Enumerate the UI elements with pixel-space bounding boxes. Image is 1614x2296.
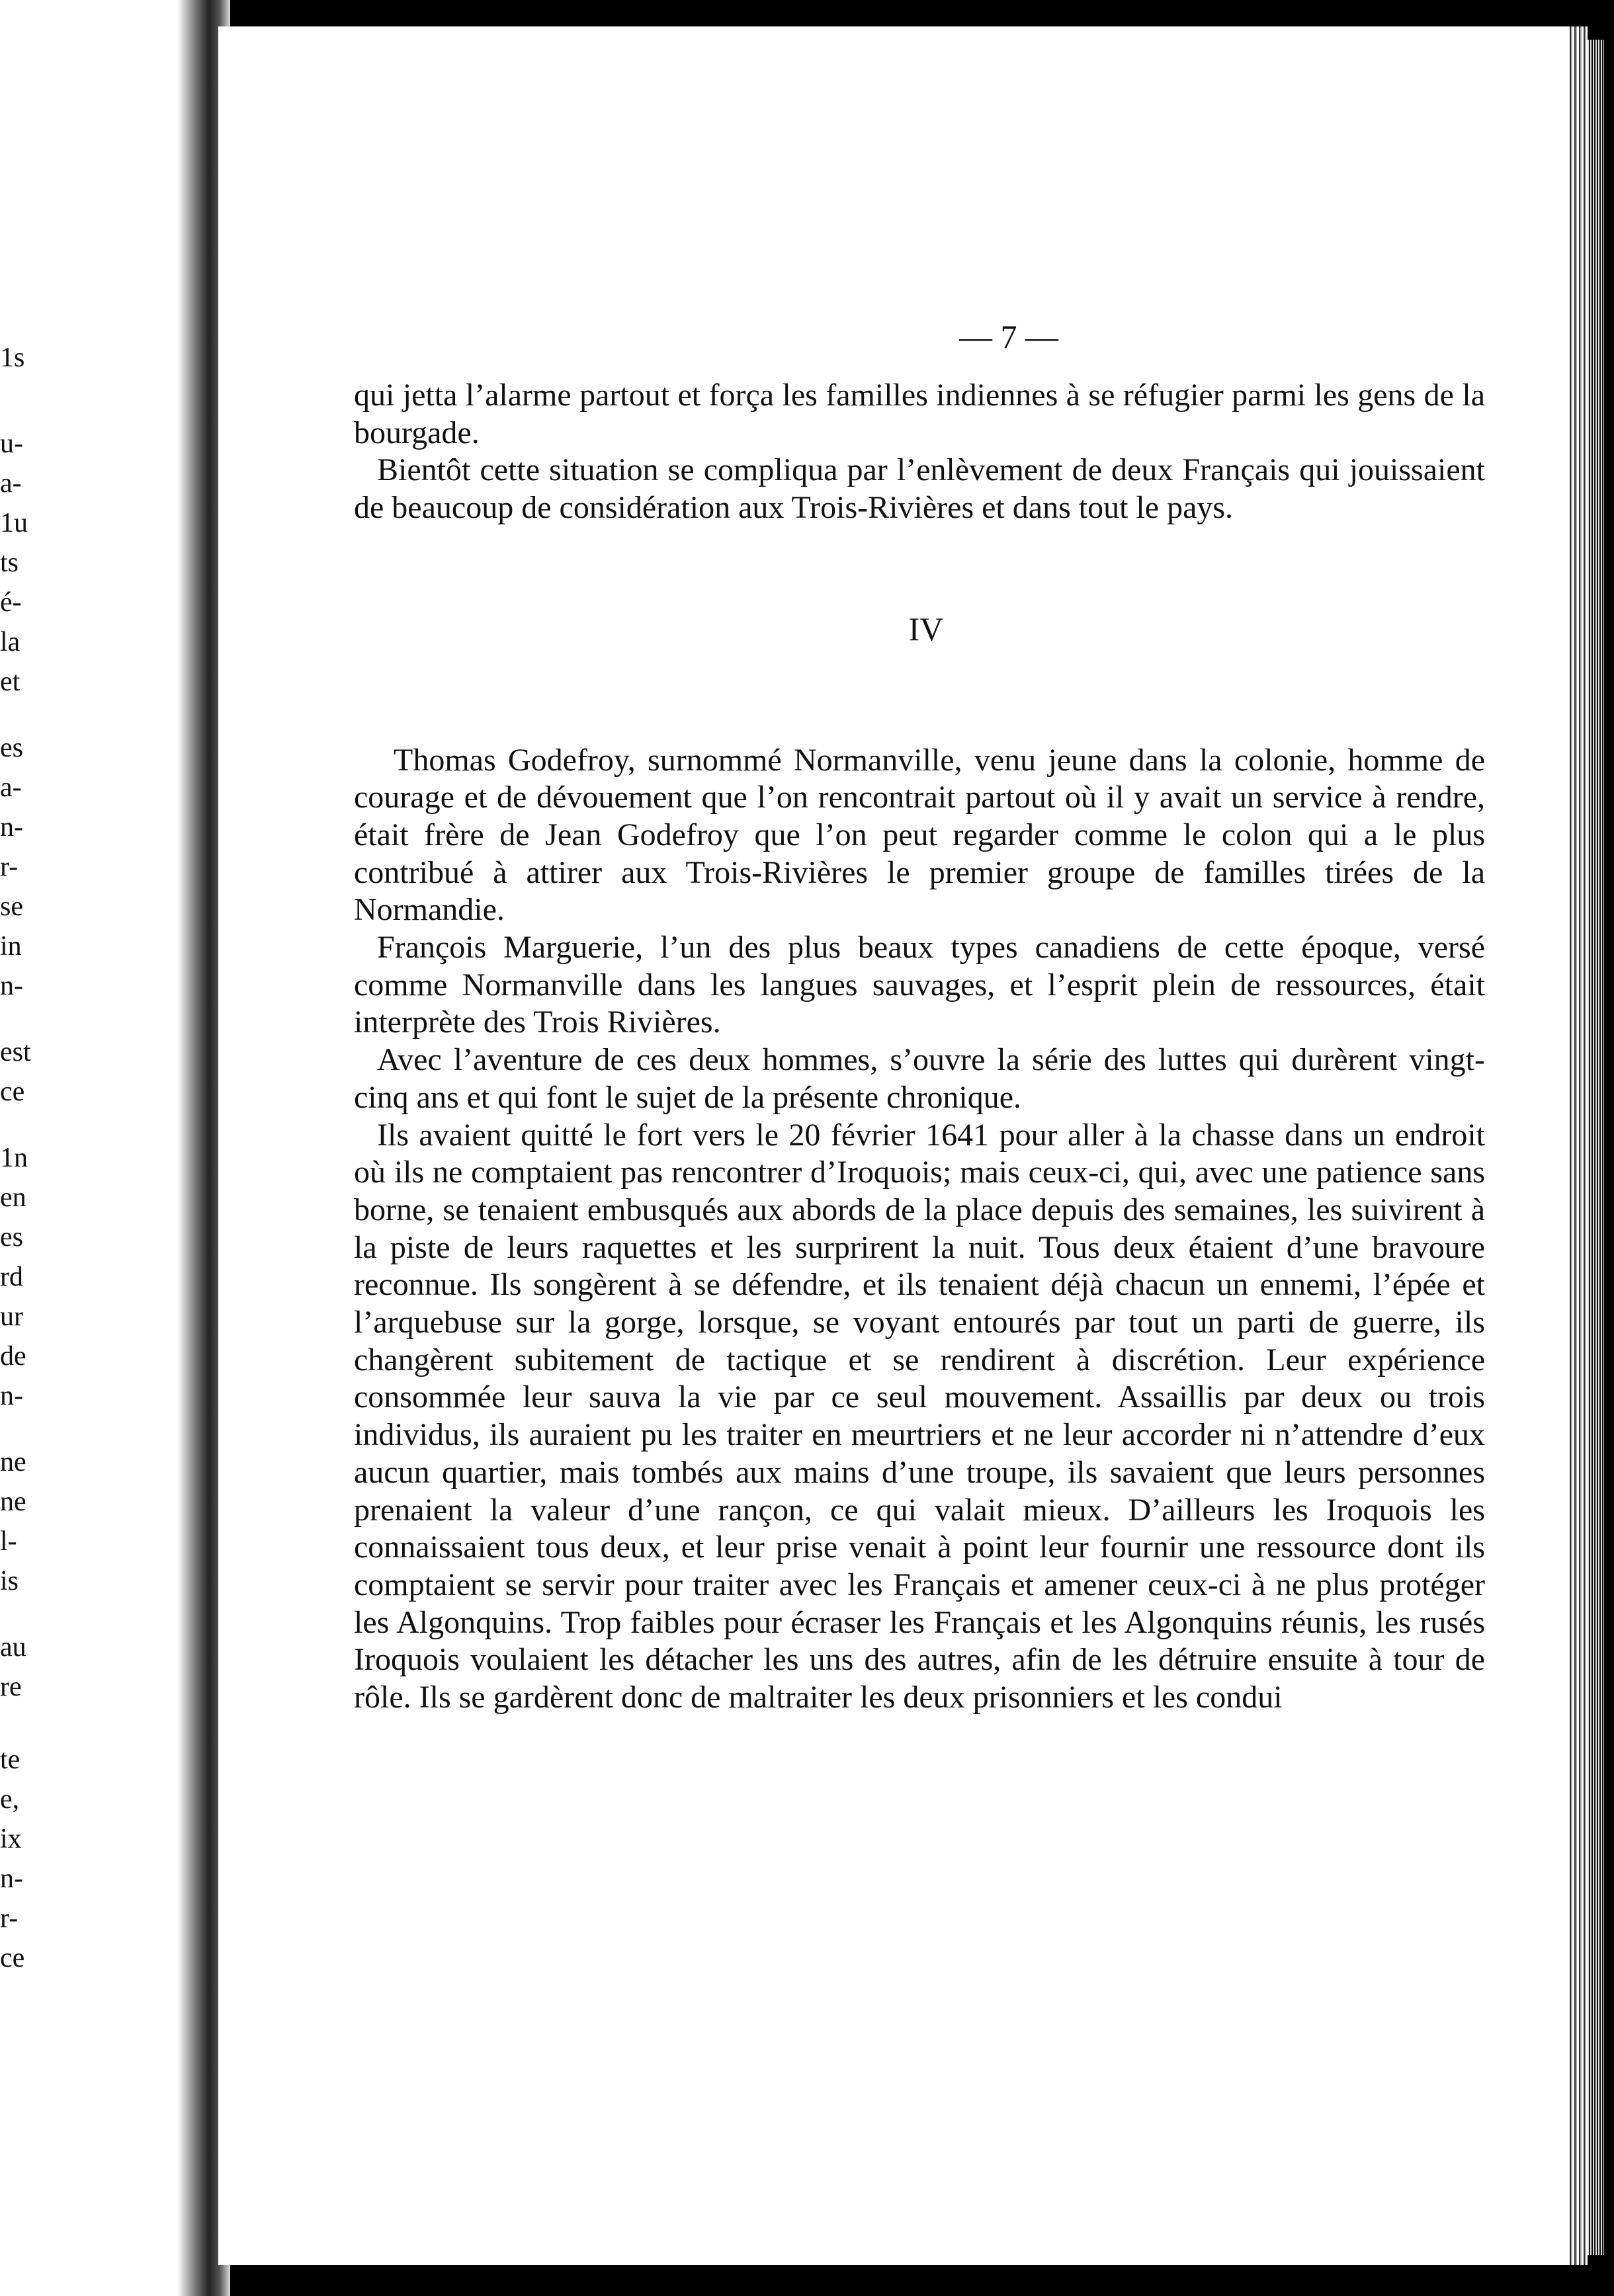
left-page-fragment: te (0, 1744, 21, 1775)
left-page-fragment: es (0, 1222, 23, 1252)
left-page-fragment: n- (0, 1864, 23, 1894)
left-page-fragment: ne (0, 1487, 26, 1517)
left-page-fragment: u- (0, 429, 23, 459)
left-page-fragment: é- (0, 587, 22, 618)
left-page-fragment: se (0, 891, 23, 922)
previous-page-edge (0, 0, 192, 2296)
left-page-fragment: is (0, 1566, 19, 1596)
section-heading: IV (908, 610, 944, 647)
left-page-fragment: l- (0, 1526, 17, 1557)
page-stack-edge (1568, 26, 1588, 2265)
left-page-fragment: n- (0, 971, 23, 1001)
paragraph: Ils avaient quitté le fort vers le 20 février 1641 pour aller à la chasse dans un endroit où ils ne comptaient pas rencontrer d’Iroquois; mais ceux-ci, qui, avec une patience sans borne, se tenaient embusqués aux abords de la place depuis des semaines, les suivirent à la piste de leurs raquettes et les surprirent la nuit. Tous deux étaient d’une bravoure reconnue. Ils songèrent à se défendre, et ils tenaient déjà chacun un ennemi, l’épée et l’arquebuse sur la gorge, lorsque, se voyant entourés par tout un parti de guerre, ils changèrent subitement de tactique et se rendirent à discrétion. Leur expérience consommée leur sauva la vie par ce seul mouvement. Assaillis par deux ou trois individus, ils auraient pu les traiter en meurtriers et ne leur accorder ni n’attendre d’eux aucun quartier, mais tombés aux mains d’une troupe, ils savaient que leurs personnes prenaient la valeur d’une rançon, ce qui valait mieux. D’ailleurs les Iroquois les connaissaient tous deux, et leur prise venait à point leur fournir une ressource dont ils comptaient se servir pour traiter avec les Français et amener ceux-ci à ne plus protéger les Algonquins. Trop faibles pour écraser les Français et les Algonquins réunis, les rusés Iroquois voulaient les détacher les uns des autres, afin de les détruire ensuite à tour de rôle. Ils se gardèrent donc de maltraiter les deux prisonniers et les condui (354, 1117, 1485, 1715)
left-page-fragment: ix (0, 1824, 22, 1854)
left-page-fragment: 1u (0, 508, 28, 538)
page-number: — 7 — (959, 318, 1058, 355)
left-page-fragment: ce (0, 1943, 25, 1973)
left-page-fragment: de (0, 1341, 26, 1372)
left-page-fragment: la (0, 627, 21, 657)
left-page-fragment: est (0, 1037, 31, 1067)
left-page-fragment: es (0, 733, 23, 763)
paragraph: Bientôt cette situation se compliqua par l’enlèvement de deux Français qui jouissaient de beaucoup de considération aux Trois-Rivières et dans tout le pays. (354, 452, 1485, 526)
left-page-fragment: in (0, 931, 22, 962)
left-page-fragment: ts (0, 548, 19, 578)
left-page-fragment: 1s (0, 343, 25, 373)
left-page-fragment: 1n (0, 1143, 28, 1173)
left-page-fragment: ce (0, 1077, 25, 1107)
left-page-fragment: ur (0, 1301, 23, 1332)
left-page-fragment: a- (0, 772, 22, 803)
left-page-fragment: au (0, 1632, 26, 1662)
paragraph: qui jetta l’alarme partout et força les familles indiennes à se réfugier parmi les gens de la bourgade. (354, 378, 1485, 450)
left-page-fragment: r- (0, 1903, 19, 1934)
page-stack-edge (1588, 40, 1604, 2255)
left-page-fragment: re (0, 1672, 22, 1702)
page-text (354, 377, 1485, 1717)
left-page-fragment: rd (0, 1262, 23, 1292)
paragraph: François Marguerie, l’un des plus beaux types canadiens de cette époque, versé comme Normanville dans les langues sauvages, et l’esprit plein de ressources, était interprète des Trois Rivières. (354, 930, 1485, 1040)
book-page (218, 26, 1568, 2265)
left-page-fragment: ne (0, 1447, 26, 1477)
left-page-fragment: a- (0, 468, 22, 499)
left-page-fragment: e, (0, 1784, 20, 1815)
left-page-fragment: et (0, 667, 21, 697)
paragraph: Avec l’aventure de ces deux hommes, s’ouvre la série des luttes qui durèrent vingt-cinq ans et qui font le sujet de la présente chronique. (354, 1042, 1485, 1115)
paragraph: Thomas Godefroy, surnommé Normanville, venu jeune dans la colonie, homme de courage et de dévouement que l’on rencontrait partout où il y avait un service à rendre, était frère de Jean Godefroy que l’on peut regarder comme le colon qui a le plus contribué à attirer aux Trois-Rivières le premier groupe de familles tirées de la Normandie. (354, 742, 1485, 928)
left-page-fragment: n- (0, 1381, 23, 1411)
left-page-fragment: n- (0, 812, 23, 842)
left-page-fragment: en (0, 1182, 26, 1213)
left-page-fragment: r- (0, 852, 19, 882)
